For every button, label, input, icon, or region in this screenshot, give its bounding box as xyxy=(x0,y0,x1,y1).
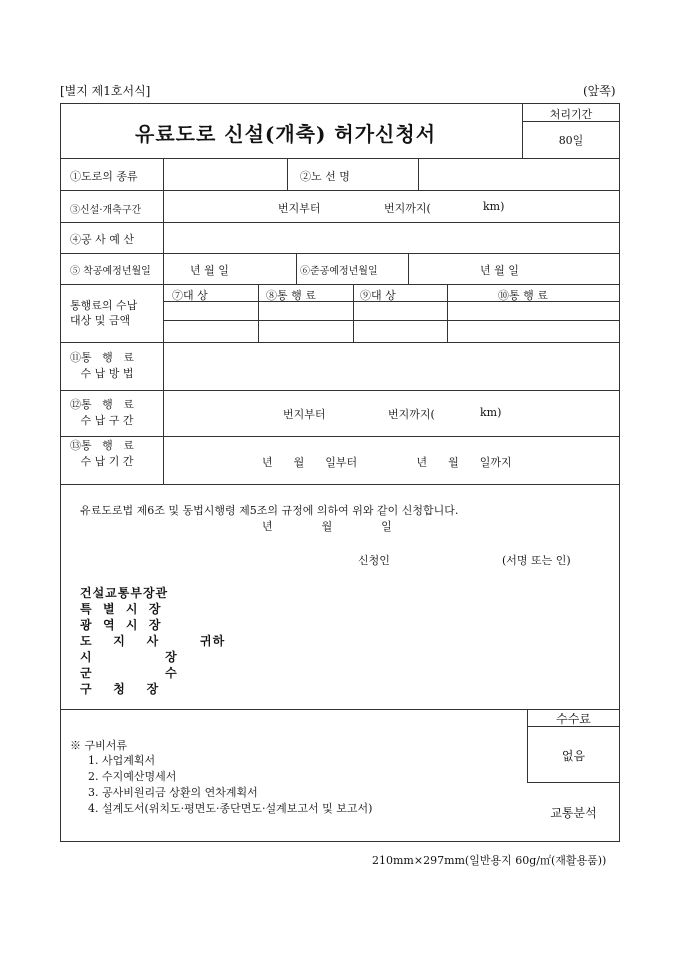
collection-method-label: ⑪통 행 료 수 납 방 법 xyxy=(70,351,134,380)
addressee-5: 시 장 xyxy=(80,650,178,664)
collect-km: km) xyxy=(480,406,502,419)
addressee-2: 특 별 시 장 xyxy=(80,602,162,616)
collection-period-label: ⑬통 행 료 수 납 기 간 xyxy=(70,439,134,468)
budget-label: ④공 사 예 산 xyxy=(70,233,134,246)
section-from: 번지부터 xyxy=(278,202,321,215)
fee-2-header: ⑩통 행 료 xyxy=(498,289,548,302)
processing-period-value: 80일 xyxy=(558,134,584,147)
signature-label: (서명 또는 인) xyxy=(502,554,571,567)
declaration-text: 유료도로법 제6조 및 동법시행령 제5조의 규정에 의하여 위와 같이 신청합니다. xyxy=(80,504,459,517)
addressee-7: 구 청 장 xyxy=(80,682,160,696)
target-2-header: ⑨대 상 xyxy=(360,289,396,302)
analysis-stamp: 교통분석 xyxy=(550,806,597,820)
road-type-label: ①도로의 종류 xyxy=(70,170,138,183)
addressee-1: 건설교통부장관 xyxy=(80,586,169,600)
collection-period-value: 년 월 일부터 년 월 일까지 xyxy=(262,456,512,469)
start-date-label: ⑤ 착공예정년월일 xyxy=(70,266,151,277)
applicant-label: 신청인 xyxy=(358,554,390,567)
form-title: 유료도로 신설(개축) 허가신청서 xyxy=(135,122,437,146)
form-number: [별지 제1호서식] xyxy=(60,84,151,98)
start-date-value: 년 월 일 xyxy=(190,264,229,277)
document-item: 3. 공사비원리금 상환의 연차계획서 xyxy=(88,786,258,799)
end-date-label: ⑥준공예정년월일 xyxy=(300,266,378,277)
target-1-header: ⑦대 상 xyxy=(172,289,208,302)
paper-spec: 210mm×297mm(일반용지 60g/㎡(재활용품)) xyxy=(372,854,607,867)
collect-from: 번지부터 xyxy=(283,408,326,421)
addressee-4: 도 지 사 xyxy=(80,634,160,648)
form-border xyxy=(60,103,620,842)
collection-section-label: ⑫통 행 료 수 납 구 간 xyxy=(70,398,134,427)
page-side-label: (앞쪽) xyxy=(583,84,616,98)
section-km: km) xyxy=(483,200,505,213)
addressee-3: 광 역 시 장 xyxy=(80,618,162,632)
addressee-suffix: 귀하 xyxy=(200,634,226,648)
section-label: ③신설·개축구간 xyxy=(70,205,142,216)
processing-period-label: 처리기간 xyxy=(549,108,593,121)
addressee-6: 군 수 xyxy=(80,666,178,680)
document-item: 4. 설계도서(위치도·평면도·종단면도·설계보고서 및 보고서) xyxy=(88,802,373,815)
end-date-value: 년 월 일 xyxy=(480,264,519,277)
document-item: 1. 사업계획서 xyxy=(88,754,156,767)
fee-label: 수수료 xyxy=(556,712,591,726)
declaration-date: 년 월 일 xyxy=(262,520,392,533)
fee-1-header: ⑧통 행 료 xyxy=(266,289,316,302)
toll-target-label: 통행료의 수납 대상 및 금액 xyxy=(70,299,138,327)
document-item: 2. 수지예산명세서 xyxy=(88,770,177,783)
fee-value: 없음 xyxy=(561,749,586,763)
collect-to: 번지까지( xyxy=(388,408,435,421)
section-to: 번지까지( xyxy=(384,202,431,215)
documents-heading: ※ 구비서류 xyxy=(70,739,128,752)
route-name-label: ②노 선 명 xyxy=(300,170,350,183)
